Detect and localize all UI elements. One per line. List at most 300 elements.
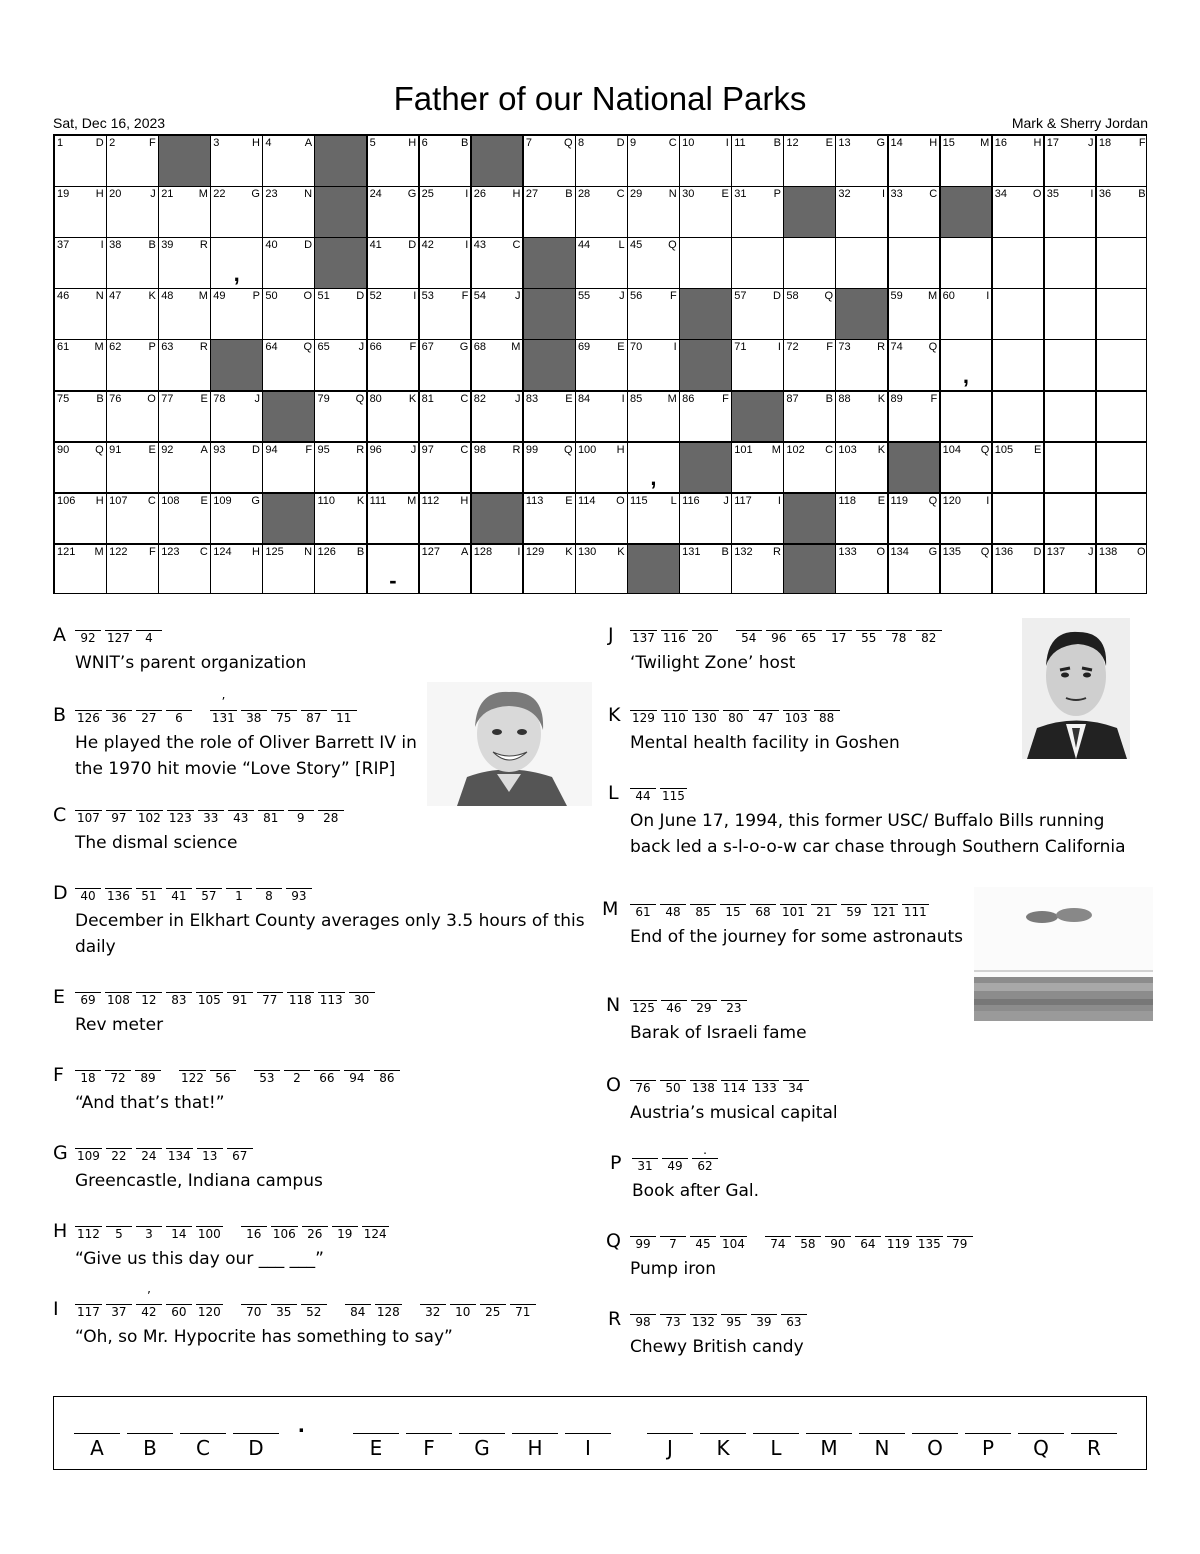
grid-cell-number: 111 <box>369 494 387 507</box>
clue-blank[interactable] <box>288 810 314 825</box>
grid-cell-clue-letter: E <box>565 494 573 507</box>
grid-cell <box>835 339 888 391</box>
clue-blank[interactable] <box>210 1070 236 1085</box>
grid-cell <box>575 186 628 238</box>
clue-blank[interactable] <box>136 710 162 725</box>
grid-cell <box>314 391 367 443</box>
clue-j-text: ‘Twilight Zone’ host <box>630 653 796 673</box>
clue-blank-number: 19 <box>337 1227 353 1241</box>
clue-blank[interactable] <box>690 1236 716 1251</box>
clue-blank[interactable] <box>332 1226 358 1241</box>
clue-blank-number: 38 <box>246 711 262 725</box>
grid-cell-number: 20 <box>109 188 122 201</box>
clue-blank-number: 47 <box>758 711 774 725</box>
clue-j-letter: J <box>608 624 614 646</box>
clue-g-text: Greencastle, Indiana campus <box>75 1171 323 1191</box>
clue-blank[interactable] <box>105 1070 131 1085</box>
grid-cell <box>888 391 941 443</box>
answer-slot-m[interactable]: M <box>806 1433 852 1460</box>
clue-blank[interactable] <box>136 630 162 645</box>
clue-blank[interactable] <box>783 1080 809 1095</box>
clue-blank[interactable] <box>375 1304 402 1319</box>
clue-blank-number: 9 <box>296 811 305 825</box>
clue-blank-number: 124 <box>363 1227 387 1241</box>
clue-blank[interactable] <box>75 710 102 725</box>
clue-blank[interactable] <box>106 710 132 725</box>
answer-slot-k[interactable]: K <box>700 1433 746 1460</box>
grid-cell-clue-letter: E <box>617 341 625 354</box>
answer-slot-r[interactable]: R <box>1071 1433 1117 1460</box>
clue-blank[interactable] <box>841 904 867 919</box>
grid-cell <box>731 339 784 391</box>
grid-cell-number: 32 <box>838 188 851 201</box>
clue-blank[interactable] <box>660 1080 686 1095</box>
clue-blank[interactable] <box>630 1236 656 1251</box>
clue-blank[interactable] <box>106 1226 132 1241</box>
grid-cell-clue-letter: J <box>514 290 521 303</box>
clue-blank-number: 45 <box>695 1237 711 1251</box>
clue-blank[interactable] <box>318 992 345 1007</box>
puzzle-title: Father of our National Parks <box>393 80 807 117</box>
grid-black-cell <box>262 391 315 443</box>
clue-blank[interactable] <box>75 992 101 1007</box>
clue-blank[interactable] <box>258 810 284 825</box>
grid-cell-number: 47 <box>109 290 122 303</box>
clue-blank[interactable] <box>825 1236 851 1251</box>
clue-blank[interactable] <box>630 1000 657 1015</box>
clue-blank-number: 49 <box>667 1159 683 1173</box>
grid-cell-clue-letter: K <box>408 392 417 405</box>
clue-q-text: Pump iron <box>630 1259 716 1279</box>
clue-blank[interactable] <box>736 630 762 645</box>
clue-blank[interactable] <box>661 710 688 725</box>
clue-blank[interactable] <box>256 888 282 903</box>
clue-blank[interactable] <box>166 1226 192 1241</box>
clue-blank[interactable] <box>660 788 687 803</box>
grid-cell-number: 94 <box>265 443 278 456</box>
clue-blank[interactable] <box>136 888 162 903</box>
clue-blank[interactable] <box>480 1304 506 1319</box>
clue-h-letter: H <box>53 1220 68 1242</box>
clue-k-text: Mental health facility in Goshen <box>630 733 900 753</box>
grid-cell <box>992 186 1045 238</box>
clue-blank[interactable] <box>826 630 852 645</box>
clue-blank-number: 133 <box>753 1081 777 1095</box>
clue-blank[interactable] <box>166 1304 192 1319</box>
clue-blank[interactable] <box>692 1143 718 1173</box>
clue-blank[interactable] <box>106 1304 132 1319</box>
answer-slot-c[interactable]: C <box>180 1433 226 1460</box>
clue-blank-number: 74 <box>770 1237 786 1251</box>
grid-cell-clue-letter: B <box>356 545 365 558</box>
clue-blank[interactable] <box>257 992 283 1007</box>
grid-cell-number: 13 <box>838 137 851 149</box>
clue-blank[interactable] <box>753 710 779 725</box>
grid-cell-clue-letter: F <box>409 341 417 354</box>
clue-blank[interactable] <box>106 1148 132 1163</box>
clue-blank[interactable] <box>902 904 929 919</box>
grid-cell <box>523 544 576 594</box>
grid-cell-clue-letter: C <box>460 392 469 405</box>
clue-blank[interactable] <box>795 1236 821 1251</box>
clue-blank[interactable] <box>198 810 224 825</box>
answer-slot-q[interactable]: Q <box>1018 1433 1064 1460</box>
clue-l-text: On June 17, 1994, this former USC/ Buffalo Bills running back led a s-l-o-o-w car chase through Southern California <box>630 811 1126 857</box>
grid-cell-number: 89 <box>890 392 903 405</box>
grid-cell <box>1096 237 1147 289</box>
clue-blank[interactable] <box>284 1070 310 1085</box>
clue-blank[interactable] <box>271 1226 298 1241</box>
grid-cell-clue-letter: O <box>147 392 156 405</box>
clue-blank[interactable] <box>766 630 792 645</box>
clue-blank[interactable] <box>75 1304 102 1319</box>
clue-blank[interactable] <box>751 1314 777 1329</box>
clue-blank[interactable] <box>660 1236 686 1251</box>
clue-blank[interactable] <box>196 1226 223 1241</box>
clue-blank-number: 10 <box>455 1305 471 1319</box>
grid-cell <box>940 391 993 443</box>
clue-blank-number: 121 <box>872 905 896 919</box>
clue-blank[interactable] <box>632 1158 658 1173</box>
clue-blank[interactable] <box>814 710 840 725</box>
grid-cell-clue-letter: R <box>877 341 886 354</box>
clue-a-text: WNIT’s parent organization <box>75 653 307 673</box>
clue-blank[interactable] <box>301 1304 327 1319</box>
grid-cell-number: 34 <box>994 188 1007 201</box>
grid-cell-number: 108 <box>161 494 180 507</box>
clue-blank[interactable] <box>630 1080 656 1095</box>
clue-blank[interactable] <box>286 888 312 903</box>
clue-blank[interactable] <box>210 695 237 725</box>
clue-blank[interactable] <box>510 1304 536 1319</box>
answer-slot-n[interactable]: N <box>859 1433 905 1460</box>
grid-cell-clue-letter: H <box>252 137 260 149</box>
grid-cell-number: 95 <box>317 443 330 456</box>
clue-e-blanks <box>75 992 379 1007</box>
clue-blank-number: 15 <box>725 905 741 919</box>
clue-blank-number: 131 <box>211 711 235 725</box>
clue-blank-number: 76 <box>635 1081 651 1095</box>
grid-cell-number: 33 <box>890 188 903 201</box>
clue-blank-number: 91 <box>232 993 248 1007</box>
grid-cell-clue-letter: O <box>876 545 886 558</box>
grid-black-cell <box>627 544 680 594</box>
clue-blank-number: 48 <box>665 905 681 919</box>
clue-blank[interactable] <box>344 1070 370 1085</box>
clue-blank[interactable] <box>630 630 657 645</box>
clue-blank[interactable] <box>721 1314 747 1329</box>
answer-slot-e[interactable]: E <box>353 1433 399 1460</box>
grid-cell-number: 44 <box>577 239 591 252</box>
clue-blank[interactable] <box>660 1314 686 1329</box>
clue-blank[interactable] <box>227 1148 253 1163</box>
clue-blank[interactable] <box>720 1236 747 1251</box>
clue-blank[interactable] <box>166 710 192 725</box>
grid-cell <box>627 135 680 187</box>
grid-cell-clue-letter: H <box>460 494 469 507</box>
clue-blank-number: 134 <box>167 1149 191 1163</box>
grid-cell-number: 18 <box>1098 137 1112 149</box>
clue-blank[interactable] <box>690 1080 717 1095</box>
clue-blank[interactable] <box>765 1236 791 1251</box>
grid-cell-clue-letter: Q <box>668 239 677 252</box>
clue-blank-number: 96 <box>771 631 787 645</box>
grid-cell <box>940 339 993 391</box>
clue-blank[interactable] <box>750 904 776 919</box>
clue-i-letter: I <box>53 1298 59 1320</box>
grid-cell <box>835 135 888 187</box>
clue-blank[interactable] <box>135 1070 161 1085</box>
clue-blank[interactable] <box>166 992 192 1007</box>
clue-blank[interactable] <box>228 810 254 825</box>
clue-blank[interactable] <box>349 992 375 1007</box>
clue-blank[interactable] <box>179 1070 206 1085</box>
clue-blank[interactable] <box>374 1070 400 1085</box>
grid-cell-number: 75 <box>57 392 70 405</box>
clue-blank[interactable] <box>662 1158 688 1173</box>
grid-cell-clue-letter: O <box>1032 188 1042 201</box>
clue-blank[interactable] <box>720 904 746 919</box>
grid-cell-number: 69 <box>577 341 591 354</box>
grid-cell-number: 49 <box>213 290 226 303</box>
clue-blank[interactable] <box>886 630 912 645</box>
clue-blank[interactable] <box>692 630 718 645</box>
grid-cell-number: 59 <box>890 290 903 303</box>
clue-blank[interactable] <box>630 710 657 725</box>
clue-blank[interactable] <box>692 710 719 725</box>
clue-blank[interactable] <box>885 1236 912 1251</box>
clue-blank[interactable] <box>287 992 314 1007</box>
clue-blank[interactable] <box>75 810 102 825</box>
grid-cell-number: 64 <box>265 341 278 354</box>
clue-blank[interactable] <box>691 1000 717 1015</box>
answer-slot-p[interactable]: P <box>965 1433 1011 1460</box>
clue-blank[interactable] <box>856 630 882 645</box>
grid-cell-clue-letter: F <box>670 290 677 303</box>
clue-blank[interactable] <box>166 1148 193 1163</box>
clue-blank[interactable] <box>781 1314 807 1329</box>
clue-blank-number: 18 <box>80 1071 96 1085</box>
grid-cell-number: 8 <box>577 137 585 149</box>
clue-blank[interactable] <box>105 888 132 903</box>
grid-cell-clue-letter: M <box>94 341 104 354</box>
clue-blank[interactable] <box>75 1226 102 1241</box>
clue-blank[interactable] <box>196 888 222 903</box>
grid-cell-number: 105 <box>994 443 1014 456</box>
clue-blank[interactable] <box>916 630 942 645</box>
grid-cell-number: 68 <box>473 341 486 354</box>
clue-blank[interactable] <box>630 904 656 919</box>
clue-blank[interactable] <box>302 1226 328 1241</box>
clue-blank[interactable] <box>916 1236 943 1251</box>
grid-cell-clue-letter: H <box>408 137 417 149</box>
grid-cell <box>210 391 263 443</box>
clue-blank[interactable] <box>106 810 132 825</box>
grid-cell <box>314 339 367 391</box>
clue-blank-number: 86 <box>379 1071 395 1085</box>
clue-blank[interactable] <box>227 992 253 1007</box>
clue-blank[interactable] <box>318 810 344 825</box>
grid-cell-number: 85 <box>630 392 643 405</box>
clue-h-blanks <box>75 1226 393 1241</box>
clue-blank[interactable] <box>136 1289 162 1319</box>
clue-blank[interactable] <box>166 888 192 903</box>
clue-blank-number: 1 <box>235 889 243 903</box>
grid-cell <box>367 544 420 594</box>
clue-blank[interactable] <box>197 1148 223 1163</box>
clue-blank[interactable] <box>450 1304 476 1319</box>
clue-blank[interactable] <box>661 1000 687 1015</box>
clue-blank[interactable] <box>721 1000 747 1015</box>
clue-g-blanks <box>75 1148 257 1163</box>
grid-black-cell <box>314 186 367 238</box>
clue-blank[interactable] <box>75 630 101 645</box>
clue-blank-number: 14 <box>171 1227 187 1241</box>
grid-cell-clue-letter: I <box>986 494 990 507</box>
grid-cell <box>54 493 107 545</box>
clue-blank[interactable] <box>75 888 101 903</box>
answer-slot-i[interactable]: I <box>565 1433 611 1460</box>
clue-blank-number: 59 <box>846 905 862 919</box>
grid-cell <box>158 442 211 494</box>
grid-cell-clue-letter: M <box>980 137 990 149</box>
clue-blank[interactable] <box>75 1070 101 1085</box>
grid-black-cell <box>471 493 524 545</box>
grid-cell <box>992 442 1045 494</box>
grid-cell-number: 134 <box>890 545 909 558</box>
grid-cell-number: 9 <box>630 137 637 149</box>
grid-cell <box>679 237 732 289</box>
grid-cell-clue-letter: A <box>461 545 469 558</box>
grid-black-cell <box>679 288 732 340</box>
grid-cell-clue-letter: C <box>929 188 938 201</box>
clue-blank[interactable] <box>254 1070 280 1085</box>
clue-blank-number: 99 <box>635 1237 651 1251</box>
clue-blank[interactable] <box>314 1070 340 1085</box>
clue-blank-number: 57 <box>201 889 217 903</box>
clue-blank[interactable] <box>271 710 297 725</box>
clue-blank[interactable] <box>136 1226 162 1241</box>
grid-cell <box>471 544 524 594</box>
clue-blank[interactable] <box>690 904 716 919</box>
grid-cell <box>1096 288 1147 340</box>
clue-blank[interactable] <box>241 1226 267 1241</box>
answer-slot-f[interactable]: F <box>406 1433 452 1460</box>
clue-blank-number: 46 <box>666 1001 682 1015</box>
grid-cell-clue-letter: H <box>95 494 104 507</box>
grid-cell-clue-letter: C <box>668 137 677 149</box>
clue-blank[interactable] <box>362 1226 389 1241</box>
clue-blank[interactable] <box>783 710 810 725</box>
clue-blank[interactable] <box>345 1304 371 1319</box>
grid-cell-clue-letter: P <box>148 341 156 354</box>
clue-blank[interactable] <box>331 710 357 725</box>
grid-cell-number: 58 <box>786 290 799 303</box>
answer-slot-h[interactable]: H <box>512 1433 558 1460</box>
grid-cell-clue-letter: Q <box>95 443 104 456</box>
answer-slot-l[interactable]: L <box>753 1433 799 1460</box>
grid-cell <box>992 544 1045 594</box>
grid-cell-number: 114 <box>577 494 596 507</box>
clue-o-letter: O <box>606 1074 621 1096</box>
clue-blank[interactable] <box>75 1148 102 1163</box>
clue-blank[interactable] <box>780 904 807 919</box>
clue-blank[interactable] <box>136 992 162 1007</box>
clue-blank[interactable] <box>661 630 688 645</box>
grid-black-cell <box>731 391 784 443</box>
clue-blank[interactable] <box>241 1304 267 1319</box>
clue-blank[interactable] <box>226 888 252 903</box>
clue-blank[interactable] <box>167 810 194 825</box>
clue-blank[interactable] <box>136 810 163 825</box>
grid-cell-clue-letter: K <box>877 443 886 456</box>
grid-cell <box>992 339 1045 391</box>
answer-slot-o[interactable]: O <box>912 1433 958 1460</box>
clue-blank-number: 80 <box>728 711 744 725</box>
clue-blank[interactable] <box>420 1304 446 1319</box>
clue-blank[interactable] <box>811 904 837 919</box>
grid-cell <box>731 442 784 494</box>
clue-blank[interactable] <box>630 1314 656 1329</box>
grid-cell <box>54 135 107 187</box>
clue-blank[interactable] <box>105 992 132 1007</box>
clue-blank[interactable] <box>690 1314 717 1329</box>
clue-blank[interactable] <box>196 1304 223 1319</box>
clue-blank[interactable] <box>196 992 223 1007</box>
clue-blank[interactable] <box>752 1080 779 1095</box>
answer-slot-b[interactable]: B <box>127 1433 173 1460</box>
clue-blank[interactable] <box>630 788 656 803</box>
grid-cell-number: 35 <box>1046 188 1060 201</box>
grid-cell <box>575 339 628 391</box>
clue-n-text: Barak of Israeli fame <box>630 1023 807 1043</box>
grid-cell-clue-letter: R <box>512 443 521 456</box>
grid-cell <box>679 186 732 238</box>
clue-blank[interactable] <box>723 710 749 725</box>
grid-cell-number: 72 <box>786 341 799 354</box>
answer-slot-j[interactable]: J <box>647 1433 693 1460</box>
clue-blank-number: 50 <box>665 1081 681 1095</box>
grid-cell-number: 28 <box>577 188 591 201</box>
answer-slot-g[interactable]: G <box>459 1433 505 1460</box>
grid-cell <box>888 288 941 340</box>
clue-blank[interactable] <box>241 710 267 725</box>
grid-cell-clue-letter: M <box>198 188 208 201</box>
clue-blank[interactable] <box>871 904 898 919</box>
clue-blank[interactable] <box>721 1080 748 1095</box>
grid-cell-clue-letter: B <box>565 188 573 201</box>
clue-blank[interactable] <box>947 1236 973 1251</box>
grid-cell-number: 73 <box>838 341 851 354</box>
clue-blank[interactable] <box>301 710 327 725</box>
clue-blank[interactable] <box>796 630 822 645</box>
grid-cell-number: 129 <box>525 545 545 558</box>
answer-slot-d[interactable]: D <box>233 1433 279 1460</box>
grid-cell-number: 10 <box>682 137 695 149</box>
grid-cell <box>314 493 367 545</box>
grid-cell <box>158 237 211 289</box>
clue-blank[interactable] <box>660 904 686 919</box>
clue-blank[interactable] <box>855 1236 881 1251</box>
clue-a-letter: A <box>53 624 66 646</box>
grid-black-cell <box>679 442 732 494</box>
clue-blank[interactable] <box>136 1148 162 1163</box>
grid-cell <box>262 442 315 494</box>
clue-blank[interactable] <box>271 1304 297 1319</box>
answer-slot-a[interactable]: A <box>74 1433 120 1460</box>
clue-blank[interactable] <box>105 630 132 645</box>
clue-blank-number: 107 <box>77 811 100 825</box>
